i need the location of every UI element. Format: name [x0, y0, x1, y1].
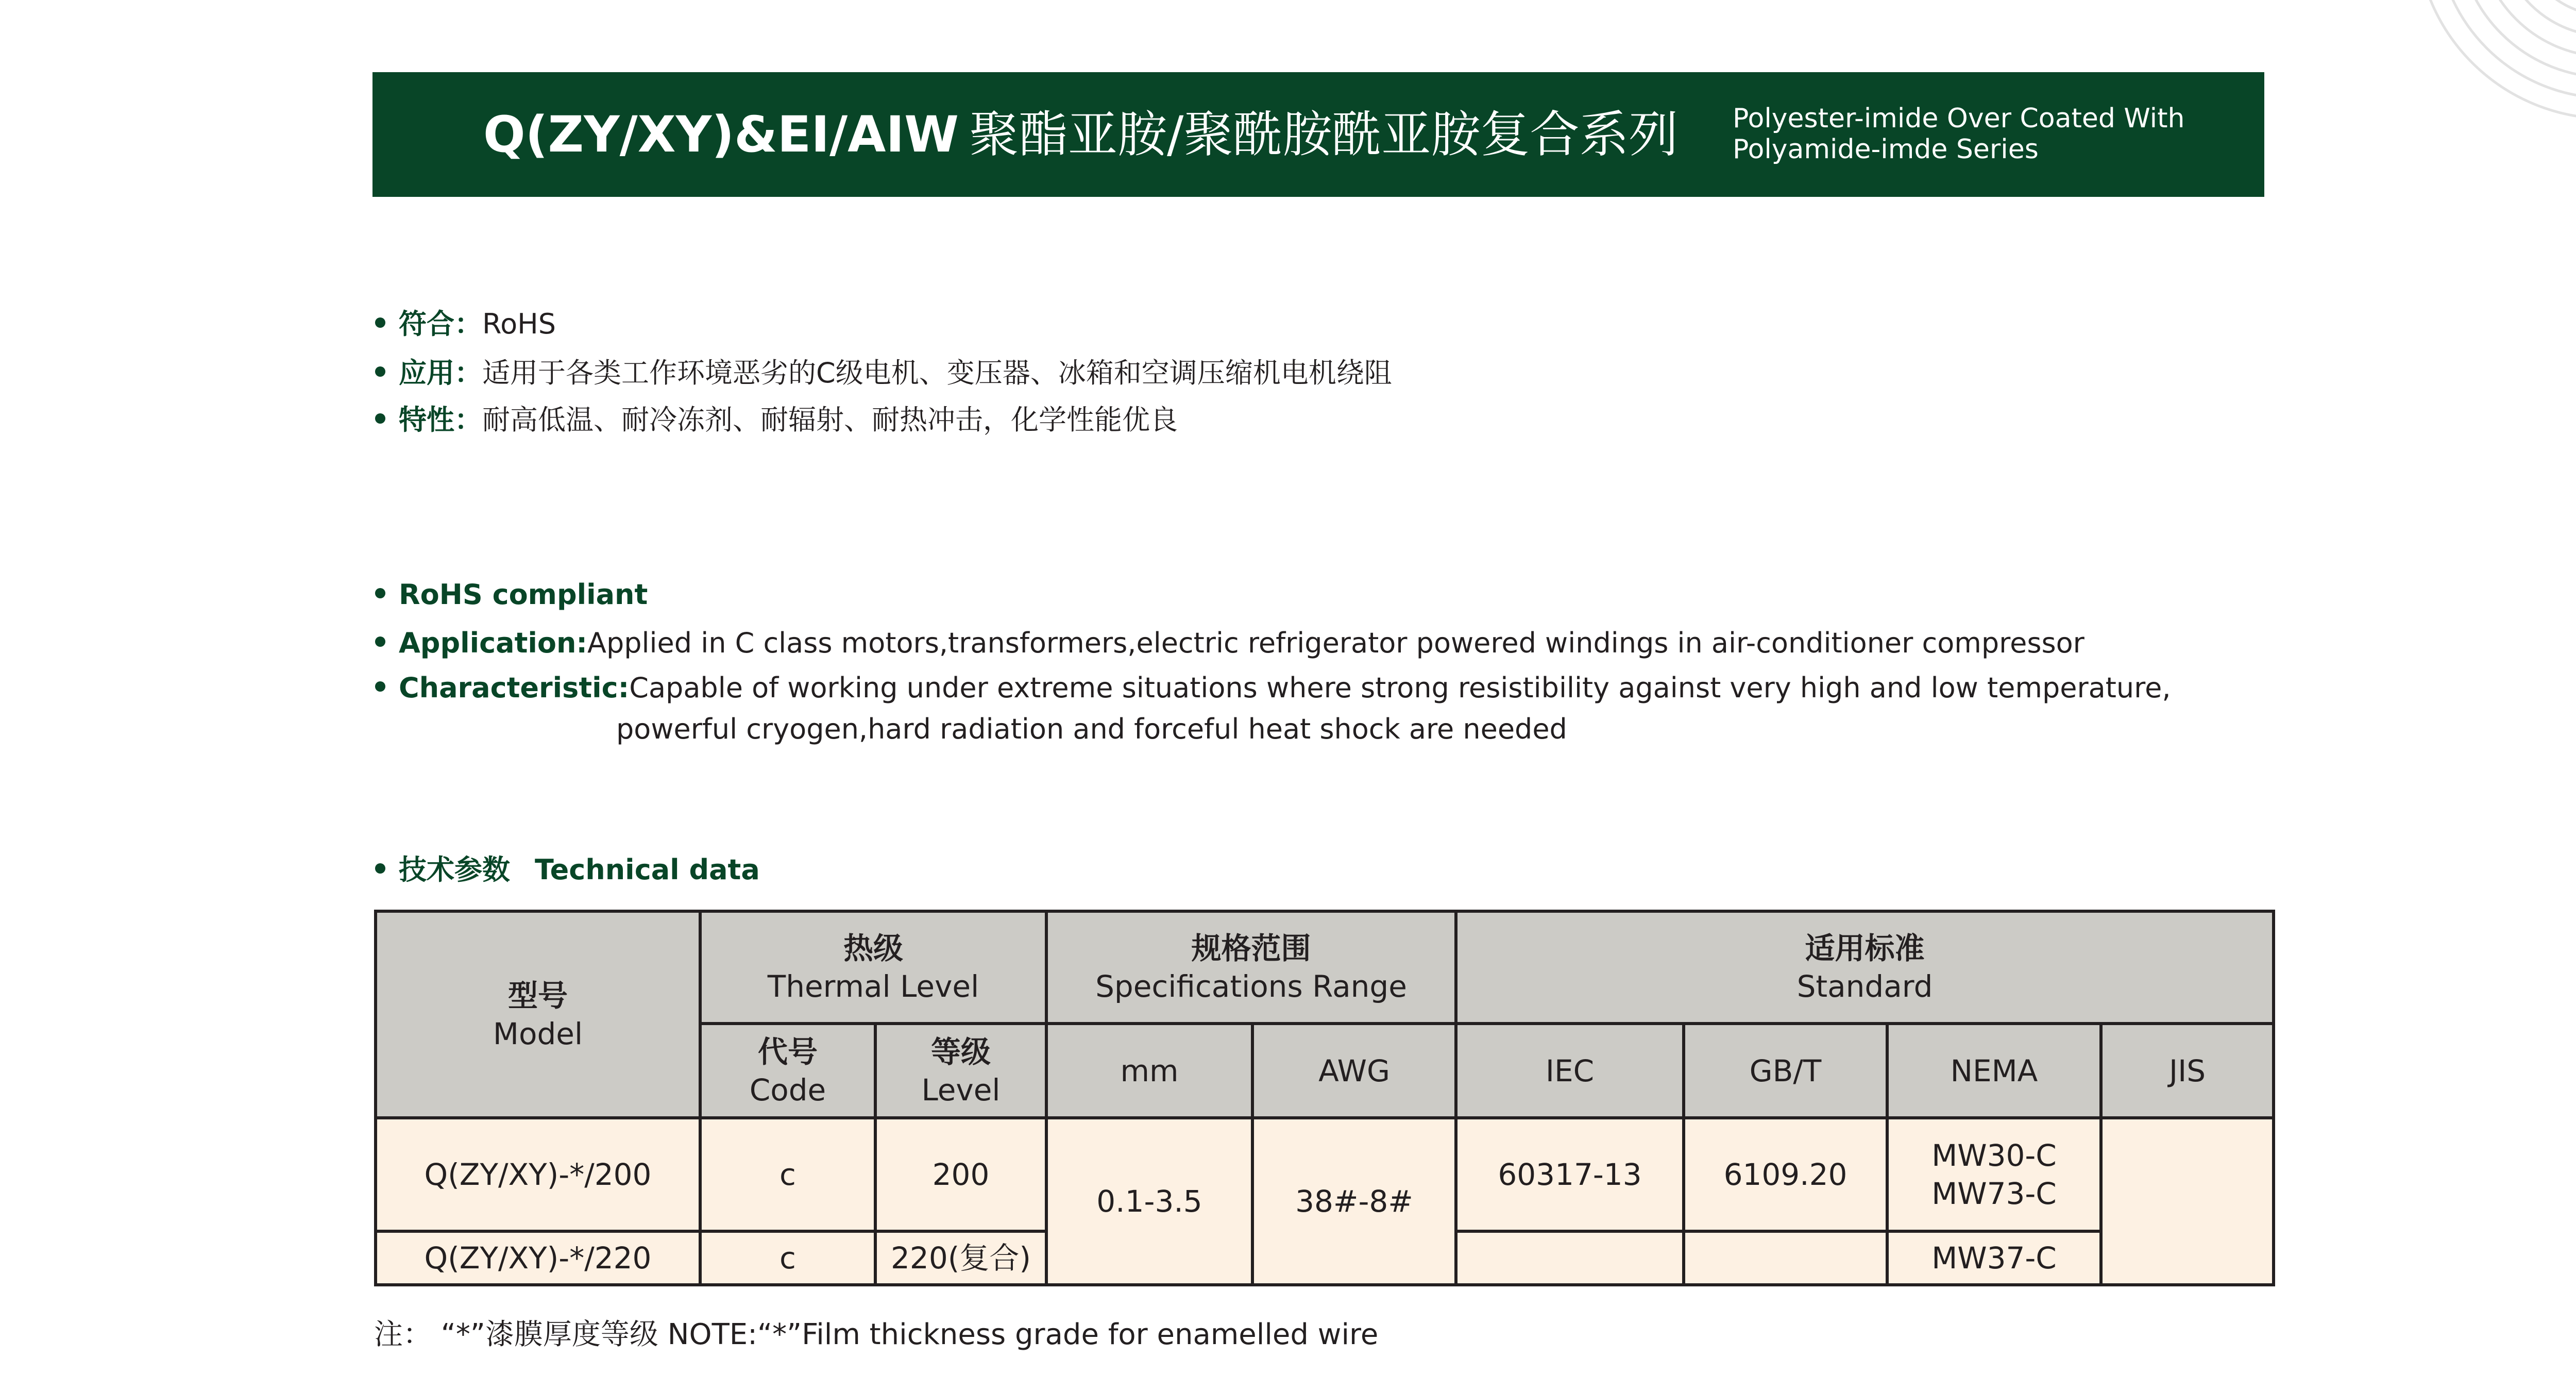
header-spec-range — [1046, 911, 1456, 1024]
en-item-label: Application: — [399, 627, 588, 659]
cell-iec — [1456, 1231, 1684, 1285]
banner-en-line-1: Polyester-imide Over Coated With — [1733, 103, 2185, 134]
header-level-en: Level — [921, 1072, 1001, 1108]
cn-item-rohs — [375, 302, 556, 342]
header-code — [700, 1024, 875, 1118]
header-model-en: Model — [493, 1016, 583, 1051]
header-level — [875, 1024, 1046, 1118]
banner-en-line-2: Polyamide-imde Series — [1733, 134, 2039, 165]
header-code-cn: 代号 — [757, 1034, 818, 1069]
header-code-en: Code — [749, 1072, 826, 1108]
bullet-dot — [375, 413, 385, 424]
header-standard-cn: 适用标准 — [1805, 931, 1925, 966]
bullet-dot — [375, 317, 385, 328]
en-item-text: Applied in C class motors,transformers,electric refrigerator powered windings in air-conditioner compressor — [587, 627, 2084, 659]
header-level-cn: 等级 — [930, 1034, 991, 1069]
spec-table — [374, 910, 2275, 1286]
cell-nema: MW37-C — [1887, 1231, 2101, 1285]
en-item-characteristic-continued — [616, 713, 1567, 745]
title-banner — [372, 72, 2264, 197]
cn-item-text: 适用于各类工作环境恶劣的C级电机、变压器、冰箱和空调压缩机电机绕阻 — [482, 357, 1392, 389]
cn-item-label: 符合： — [399, 308, 482, 340]
en-item-rohs — [375, 578, 648, 611]
cell-nema-line-1: MW30-C — [1931, 1138, 2057, 1173]
decorative-circle-emblem — [2411, 0, 2576, 124]
header-thermal-cn: 热级 — [843, 931, 903, 966]
cell-code: c — [700, 1231, 875, 1285]
table-header-row-1 — [376, 911, 2274, 1024]
banner-title-cn: 聚酯亚胺/聚酰胺酰亚胺复合系列 — [969, 106, 1679, 163]
header-thermal — [700, 911, 1046, 1024]
tech-heading-en: Technical data — [535, 853, 760, 886]
bullet-dot — [375, 863, 385, 874]
header-iec: IEC — [1456, 1024, 1684, 1118]
en-item-characteristic — [375, 672, 2171, 704]
cell-gbt — [1684, 1231, 1887, 1285]
bullet-dot — [375, 588, 385, 598]
en-item-label: Characteristic: — [399, 672, 630, 704]
header-jis: JIS — [2101, 1024, 2274, 1118]
cell-nema — [1887, 1118, 2101, 1231]
header-spec-en: Specifications Range — [1095, 969, 1407, 1004]
cn-item-characteristic — [375, 398, 1178, 438]
bullet-dot — [375, 681, 385, 692]
cell-model: Q(ZY/XY)-*/220 — [376, 1231, 700, 1285]
header-awg: AWG — [1252, 1024, 1456, 1118]
header-model — [376, 911, 700, 1118]
cell-level: 200 — [875, 1118, 1046, 1231]
footnote: 注： “*”漆膜厚度等级 NOTE:“*”Film thickness grade for enamelled wire — [374, 1318, 1379, 1351]
en-item-text-line-2: powerful cryogen,hard radiation and forceful heat shock are needed — [616, 713, 1567, 745]
cell-jis — [2101, 1118, 2274, 1285]
bullet-dot — [375, 636, 385, 647]
en-item-text: Capable of working under extreme situations where strong resistibility against very high and low temperature, — [629, 672, 2171, 704]
header-model-cn: 型号 — [507, 978, 568, 1013]
tech-heading-cn: 技术参数 — [399, 853, 510, 886]
cell-level: 220(复合) — [875, 1231, 1046, 1285]
en-item-label: RoHS compliant — [399, 578, 648, 611]
cell-nema-line-2: MW73-C — [1931, 1176, 2057, 1211]
header-thermal-en: Thermal Level — [767, 969, 979, 1004]
cn-item-label: 应用： — [399, 357, 482, 389]
cell-mm-range: 0.1-3.5 — [1046, 1118, 1252, 1285]
header-nema: NEMA — [1887, 1024, 2101, 1118]
cell-awg-range: 38#-8# — [1252, 1118, 1456, 1285]
cn-item-application — [375, 351, 1392, 391]
table-row — [376, 1118, 2274, 1231]
cn-item-text: RoHS — [482, 308, 556, 340]
header-standard-en: Standard — [1797, 969, 1933, 1004]
cell-code: c — [700, 1118, 875, 1231]
en-item-application — [375, 627, 2084, 659]
cn-item-label: 特性： — [399, 404, 482, 436]
tech-data-heading — [375, 848, 760, 887]
header-spec-cn: 规格范围 — [1191, 931, 1311, 966]
cell-iec: 60317-13 — [1456, 1118, 1684, 1231]
header-standard — [1456, 911, 2274, 1024]
cell-gbt: 6109.20 — [1684, 1118, 1887, 1231]
header-gbt: GB/T — [1684, 1024, 1887, 1118]
banner-title — [483, 72, 1678, 197]
banner-title-code: Q(ZY/XY)&EI/AIW — [483, 106, 959, 163]
cn-item-text: 耐高低温、耐冷冻剂、耐辐射、耐热冲击，化学性能优良 — [482, 404, 1178, 436]
cell-model: Q(ZY/XY)-*/200 — [376, 1118, 700, 1231]
header-mm: mm — [1046, 1024, 1252, 1118]
bullet-dot — [375, 366, 385, 377]
banner-title-en — [1733, 103, 2184, 165]
